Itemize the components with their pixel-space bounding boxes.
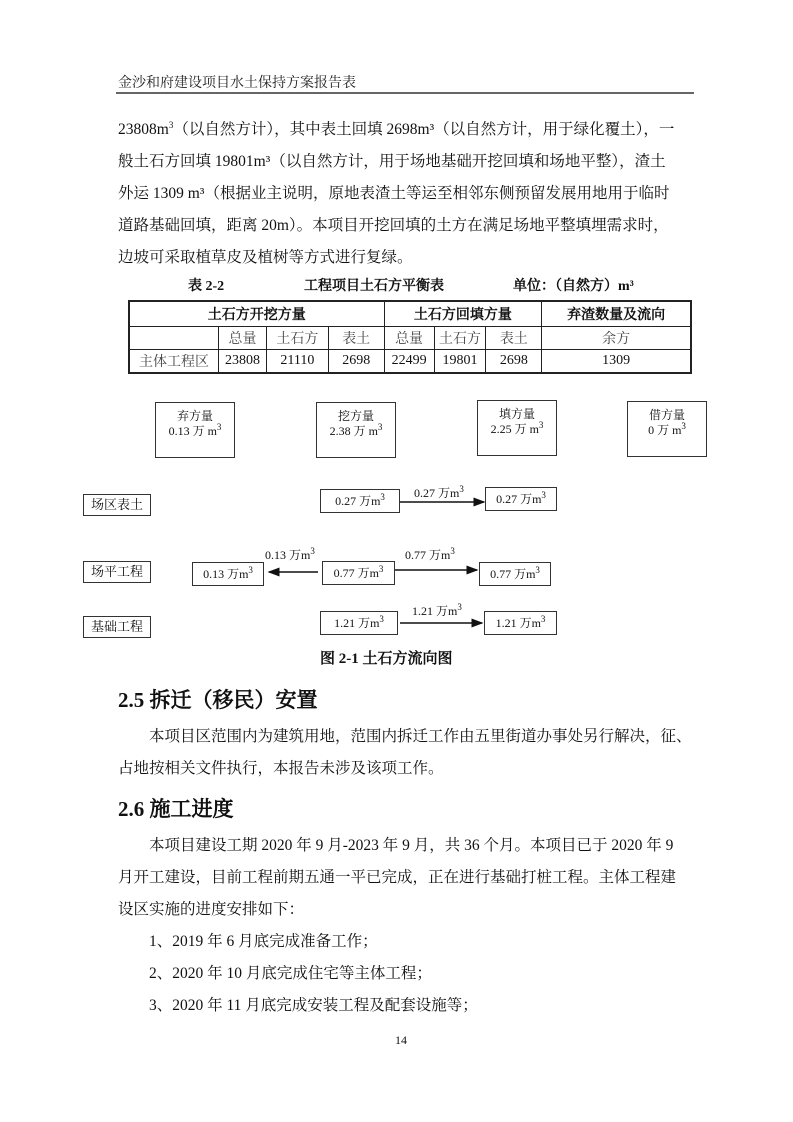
table-cell: 22499 [384,350,434,374]
paragraph-line: 外运 1309 m³（根据业主说明，原地表渣土等运至相邻东侧预留发展用地用于临时 [118,185,670,202]
table-title: 工程项目土石方平衡表 [304,279,444,294]
table-cell: 主体工程区 [129,350,219,374]
header-backfill: 土石方回填方量 [384,301,542,327]
schedule-item: 3、2020 年 11 月底完成安装工程及配套设施等； [149,997,478,1014]
source-box-topsoil: 0.27 万$m^3$ [320,489,400,513]
fill-box-foundation: 1.21 万$m^3$ [484,611,557,635]
table-unit: 单位：（自然方）m³ [513,279,634,294]
section-heading-2-6: 2.6 施工进度 [118,797,234,821]
header-excavation: 土石方开挖方量 [129,301,384,327]
schedule-item: 2、2020 年 10 月底完成住宅等主体工程； [149,965,432,982]
table-cell: 2698 [328,350,384,374]
summary-box-fill: 填方量 2.25 万 $m^3$ [477,400,557,456]
page-number: 14 [395,1033,407,1047]
flow-label-foundation: 1.21 万$m^3$ [412,602,462,618]
sub-header: 总量 [384,327,434,350]
header-waste: 弃渣数量及流向 [542,301,691,327]
section-heading-2-5: 2.5 拆迁（移民）安置 [118,688,318,712]
sub-header: 土石方 [266,327,328,350]
running-header: 金沙和府建设项目水土保持方案报告表 [118,76,356,91]
section-2-5-paragraph [118,721,698,785]
sub-header: 总量 [219,327,267,350]
sub-header: 表土 [486,327,542,350]
section-2-6-paragraph [118,830,698,1022]
table-cell: 1309 [542,350,691,374]
summary-box-waste: 弃方量 0.13 万 $m^3$ [155,402,235,458]
table-number: 表 2-2 [188,279,225,294]
flow-label-topsoil: 0.27 万$m^3$ [414,484,464,500]
figure-caption: 图 2-1 土石方流向图 [320,651,453,667]
paragraph-line: 道路基础回填，距离 20m）。本项目开挖回填的土方在满足场地平整填埋需求时， [118,217,669,234]
paragraph-line: 般土石方回填 19801m³（以自然方计，用于场地基础开挖回填和场地平整），渣土 [118,153,666,170]
flow-label-grading-fill: 0.77 万$m^3$ [405,546,455,562]
paragraph-line: $23808m^3$（以自然方计），其中表土回填 2698m³（以自然方计，用于绿化覆土），一 [118,119,675,138]
flow-label-grading-waste: 0.13 万$m^3$ [265,546,315,562]
paragraph-line: 本项目区范围内为建筑用地，范围内拆迁工作由五里街道办事处另行解决，征、 [149,728,692,745]
row-label-foundation: 基础工程 [83,616,151,638]
table-cell: 19801 [434,350,486,374]
paragraph-line: 边坡可采取植草皮及植树等方式进行复绿。 [118,249,413,266]
schedule-item: 1、2019 年 6 月底完成准备工作； [149,933,378,950]
source-box-grading: 0.77 万$m^3$ [322,561,395,585]
sub-header: 土石方 [434,327,486,350]
row-label-topsoil: 场区表土 [83,494,151,516]
table-cell: 2698 [486,350,542,374]
paragraph-line: 月开工建设，目前工程前期五通一平已完成，正在进行基础打桩工程。主体工程建 [118,869,677,886]
sub-header: 表土 [328,327,384,350]
paragraph-line: 设区实施的进度安排如下： [118,901,305,918]
waste-box-grading: 0.13 万$m^3$ [192,562,264,586]
paragraph-line: 本项目建设工期 2020 年 9 月-2023 年 9 月，共 36 个月。本项目已于 2020 年 9 [149,837,674,854]
summary-box-borrow: 借方量 0 万 $m^3$ [627,401,707,457]
table-cell: 23808 [219,350,267,374]
source-box-foundation: 1.21 万$m^3$ [320,611,398,635]
row-label-grading: 场平工程 [83,561,151,583]
table-cell: 21110 [266,350,328,374]
fill-box-topsoil: 0.27 万$m^3$ [485,487,557,511]
fill-box-grading: 0.77 万$m^3$ [479,562,551,586]
paragraph-line: 占地按相关文件执行，本报告未涉及该项工作。 [118,760,444,777]
summary-box-excavation: 挖方量 2.38 万 $m^3$ [316,402,396,458]
sub-header: 余方 [542,327,691,350]
